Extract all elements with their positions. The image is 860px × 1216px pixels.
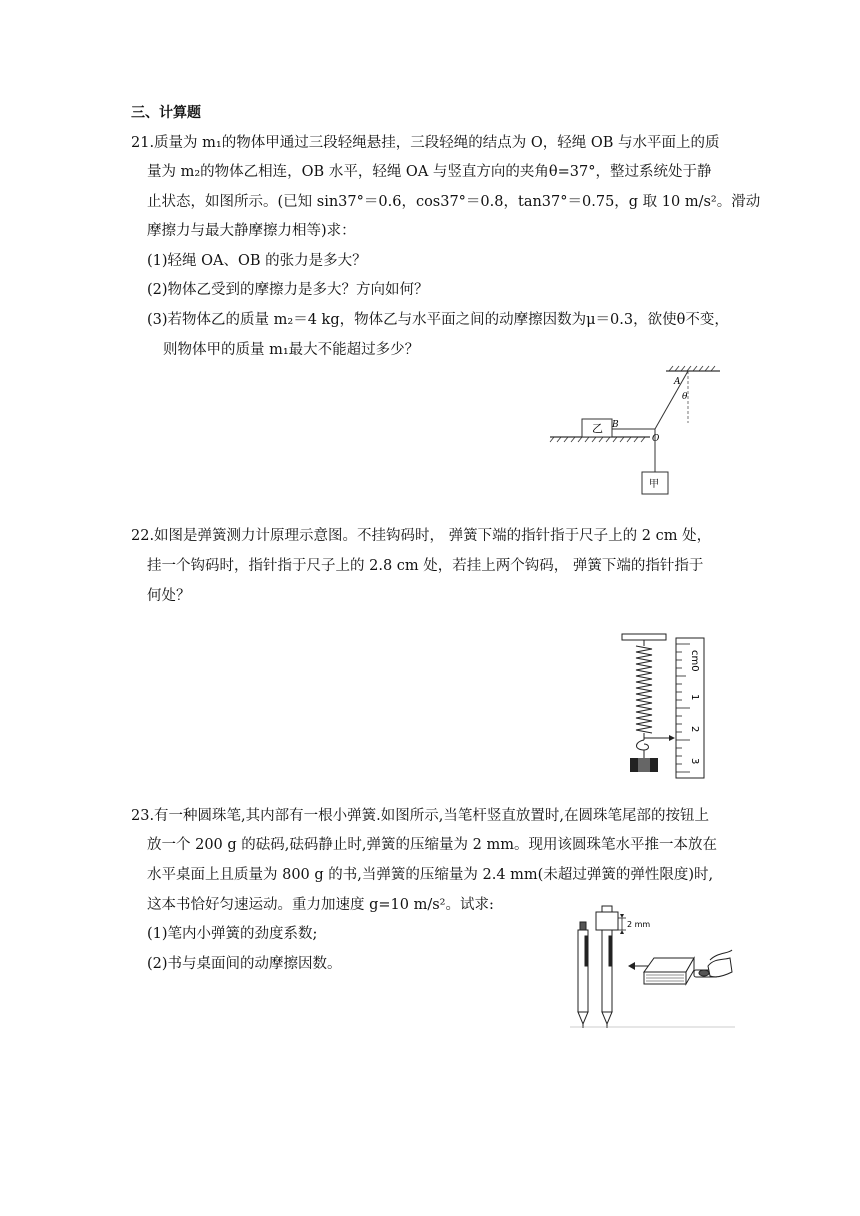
angle-theta-label: θ	[682, 392, 688, 402]
q23-line-2: 放一个 200 g 的砝码,砝码静止时,弹簧的压缩量为 2 mm。现用该圆珠笔水平推一本放在	[147, 837, 717, 853]
q21-sub-1: (1)轻绳 OA、OB 的张力是多大？	[147, 253, 367, 269]
q23-sub-1: (1)笔内小弹簧的劲度系数;	[147, 926, 318, 942]
q21-line-4: 摩擦力与最大静摩擦力相等)求：	[147, 223, 356, 239]
ruler-label-cm0: cm0	[689, 650, 700, 672]
pen-left	[578, 922, 588, 1028]
q22-line-1: 22.如图是弹簧测力计原理示意图。不挂钩码时， 弹簧下端的指针指于尺子上的 2 cm 处，	[131, 528, 712, 544]
q23-pen-figure	[570, 900, 735, 1030]
block-yi-label: 乙	[592, 422, 603, 435]
q21-line-8: 则物体甲的质量 m₁最大不能超过多少？	[163, 342, 420, 358]
q21-sub-2: (2)物体乙受到的摩擦力是多大？方向如何？	[147, 282, 429, 298]
pen-right	[596, 906, 618, 1028]
spring	[636, 646, 652, 733]
q22-line-3: 何处？	[147, 588, 191, 604]
q22-line-2: 挂一个钩码时，指针指于尺子上的 2.8 cm 处，若挂上两个钩码， 弹簧下端的指针指于	[147, 558, 704, 574]
ruler-label-1: 1	[689, 694, 700, 701]
q21-line-1: 21.质量为 m₁的物体甲通过三段轻绳悬挂，三段轻绳的结点为 O，轻绳 OB 与水平面上的质	[131, 135, 720, 151]
ruler-label-2: 2	[689, 726, 700, 733]
q23-line-3: 水平桌面上且质量为 800 g 的书,当弹簧的压缩量为 2.4 mm(未超过弹簧的弹性限度)时,	[147, 867, 714, 883]
compression-label: 2 mm	[627, 920, 651, 929]
q22-spring-scale-figure	[620, 632, 710, 782]
q23-line-1: 23.有一种圆珠笔,其内部有一根小弹簧.如图所示,当笔杆竖直放置时,在圆珠笔尾部的按钮上	[131, 808, 709, 824]
q21-line-3: 止状态，如图所示。(已知 sin37°＝0.6，cos37°＝0.8，tan37°＝0.75，g 取 10 m/s²。滑动	[147, 194, 761, 210]
hand-with-pen	[694, 950, 732, 977]
q21-line-2: 量为 m₂的物体乙相连，OB 水平，轻绳 OA 与竖直方向的夹角θ=37°，整过系统处于静	[147, 164, 712, 180]
q23-sub-2: (2)书与桌面间的动摩擦因数。	[147, 956, 342, 972]
ruler-label-3: 3	[689, 758, 700, 765]
book	[644, 958, 694, 984]
point-a-label: A	[674, 377, 681, 387]
point-o-label: O	[652, 434, 660, 444]
section-title: 三、计算题	[131, 105, 201, 121]
q23-line-4: 这本书恰好匀速运动。重力加速度 g=10 m/s²。试求:	[147, 897, 494, 913]
q21-figure	[548, 365, 723, 497]
q21-sub-3: (3)若物体乙的质量 m₂＝4 kg，物体乙与水平面之间的动摩擦因数为μ＝0.3，欲使θ不变，	[147, 312, 729, 328]
point-b-label: B	[612, 420, 619, 430]
block-jia-label: 甲	[649, 479, 659, 490]
